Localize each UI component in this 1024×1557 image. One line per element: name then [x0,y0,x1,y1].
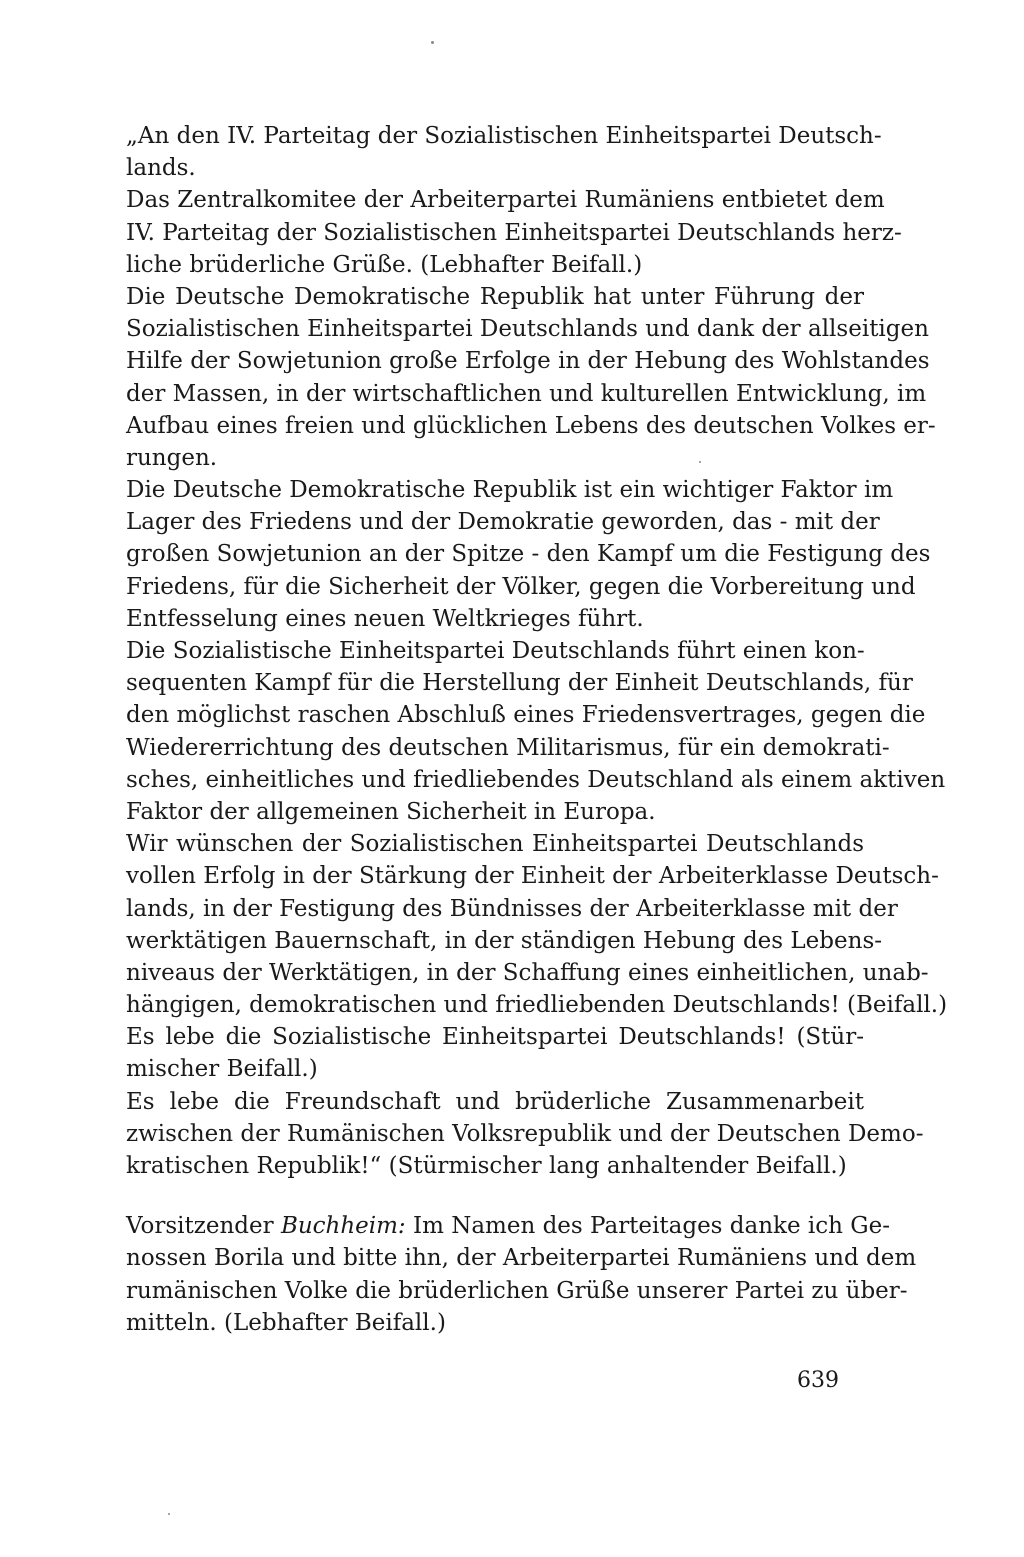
section-gap [126,1182,864,1210]
text-line: Sozialistischen Einheitspartei Deutschlands und dank der allseitigen [126,316,929,343]
text-line: IV. Parteitag der Sozialistischen Einheitspartei Deutschlands herz- [126,219,902,246]
text-line: der Massen, in der wirtschaftlichen und kulturellen Entwicklung, im [126,380,927,407]
letter-body [126,120,948,1339]
text-line: mitteln. (Lebhafter Beifall.) [126,1309,446,1336]
text-line: sches, einheitliches und friedliebendes Deutschland als einem aktiven [126,766,946,793]
speaker-name: Buchheim: [280,1213,406,1240]
paper-speck [168,1513,170,1515]
text-line: lands, in der Festigung des Bündnisses der Arbeiterklasse mit der [126,895,898,922]
text-line: Friedens, für die Sicherheit der Völker, gegen die Vorbereitung und [126,573,916,600]
text-line: hängigen, demokratischen und friedliebenden Deutschlands! (Beifall.) [126,992,948,1019]
text-line: Aufbau eines freien und glücklichen Lebens des deutschen Volkes er- [126,412,936,439]
paragraph-peace [126,474,931,635]
text-line: Die Sozialistische Einheitspartei Deutschlands führt einen kon- [126,638,865,664]
text-line: sequenten Kampf für die Herstellung der Einheit Deutschlands, für [126,670,913,697]
paragraph-achievements [126,281,936,474]
text-line: den möglichst raschen Abschluß eines Friedensvertrages, gegen die [126,702,926,729]
page-number: 639 [797,1368,839,1393]
speaker-text: Im Namen des Parteitages danke ich Ge- [405,1213,891,1240]
text-line: Entfesselung eines neuen Weltkrieges führt. [126,605,644,632]
paragraph-wishes [126,828,948,1021]
paragraph-cheer-friendship [126,1086,924,1183]
text-line: Lager des Friedens und der Demokratie geworden, das - mit der [126,509,880,536]
text-line: Wir wünschen der Sozialistischen Einheitspartei Deutschlands [126,831,864,858]
text-line: Das Zentralkomitee der Arbeiterpartei Rumäniens entbietet dem [126,187,885,214]
text-line: mischer Beifall.) [126,1056,318,1083]
text-line: großen Sowjetunion an der Spitze - den Kampf um die Festigung des [126,541,931,568]
speaker-title: Vorsitzender [126,1213,281,1240]
paragraph-salutation [126,120,882,184]
text-line: niveaus der Werktätigen, in der Schaffung eines einheitlichen, unab- [126,959,929,986]
text-line: „An den IV. Parteitag der Sozialistischen Einheitspartei Deutsch- [126,123,882,149]
text-line: vollen Erfolg in der Stärkung der Einheit der Arbeiterklasse Deutsch- [126,863,939,890]
text-line: Es lebe die Freundschaft und brüderliche Zusammenarbeit [126,1088,864,1115]
paragraph-cheer-party [126,1021,864,1085]
paper-speck [431,41,434,44]
text-line: liche brüderliche Grüße. (Lebhafter Beifall.) [126,251,643,278]
text-line: Es lebe die Sozialistische Einheitspartei Deutschlands! (Stür- [126,1024,864,1051]
paragraph-unity [126,635,946,828]
text-line: Die Deutsche Demokratische Republik hat unter Führung der [126,283,864,310]
text-line: lands. [126,155,196,182]
text-line: kratischen Republik!“ (Stürmischer lang anhaltender Beifall.) [126,1153,847,1179]
paragraph-chair-remarks [126,1210,917,1339]
text-line: Hilfe der Sowjetunion große Erfolge in der Hebung des Wohlstandes [126,348,930,375]
text-line: rungen. [126,444,218,471]
text-line: rumänischen Volke die brüderlichen Grüße unserer Partei zu über- [126,1277,908,1304]
text-line: Faktor der allgemeinen Sicherheit in Europa. [126,798,656,825]
text-line: Wiedererrichtung des deutschen Militarismus, für ein demokrati- [126,734,890,761]
text-line: Die Deutsche Demokratische Republik ist ein wichtiger Faktor im [126,477,894,504]
paragraph-greeting [126,184,902,281]
text-line: werktätigen Bauernschaft, in der ständigen Hebung des Lebens- [126,927,883,954]
text-line: zwischen der Rumänischen Volksrepublik und der Deutschen Demo- [126,1120,924,1147]
text-line [126,1210,891,1242]
text-line: nossen Borila und bitte ihn, der Arbeiterpartei Rumäniens und dem [126,1245,917,1272]
